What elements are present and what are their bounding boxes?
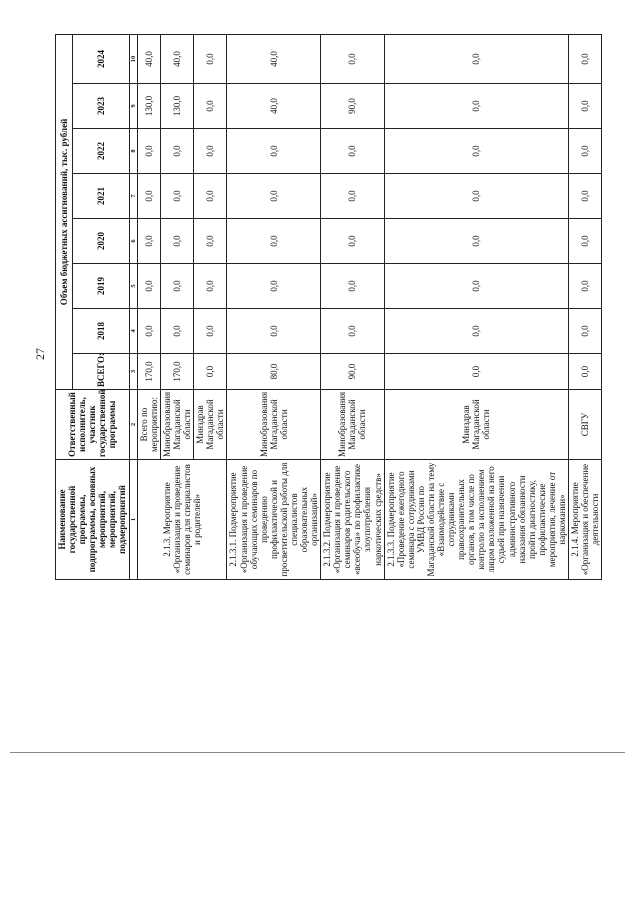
row-value: 0,0: [384, 309, 568, 354]
column-number: 8: [129, 129, 137, 174]
row-value: 0,0: [227, 264, 321, 309]
row-value: 0,0: [569, 129, 602, 174]
header-year: 2019: [73, 264, 130, 309]
row-total: 170,0: [137, 354, 160, 390]
table-row: [227, 34, 321, 579]
row-value: 0,0: [321, 264, 384, 309]
table-row: [569, 34, 602, 579]
row-value: 0,0: [569, 84, 602, 129]
row-responsible: СВГУ: [569, 390, 602, 460]
header-row-1: [56, 34, 73, 579]
row-name: 2.1.4. Мероприятие «Организация и обеспечение деятельности: [569, 460, 602, 580]
page-divider-line: [10, 752, 625, 753]
row-value: 0,0: [160, 219, 193, 264]
row-value: 0,0: [384, 129, 568, 174]
row-name: 2.1.3.3. Подмероприятие «Проведение ежегодного семинара с сотрудниками УМВД России по Магаданской области на тему «Взаимодействие с сотрудниками правоохранительных органов, в том числе по контролю за исполнением лицом возложенной на него судьей при назначении административного наказания обязанности пройти диагностику, профилактические мероприятия, лечение от наркомании»: [384, 460, 568, 580]
header-year: 2021: [73, 174, 130, 219]
table-row: [321, 34, 384, 579]
row-value: 0,0: [227, 129, 321, 174]
budget-table: [55, 34, 602, 580]
row-value: 0,0: [137, 174, 160, 219]
header-year: 2020: [73, 219, 130, 264]
row-value: 0,0: [569, 174, 602, 219]
header-responsible: Ответственный исполнитель, участник государственной программы: [56, 390, 130, 460]
header-year: 2018: [73, 309, 130, 354]
header-budget: Объем бюджетных ассигнований, тыс. рублей: [56, 34, 73, 389]
row-value: 0,0: [569, 264, 602, 309]
row-value: 0,0: [321, 219, 384, 264]
row-total: 0,0: [569, 354, 602, 390]
header-year: 2024: [73, 34, 130, 83]
row-value: 90,0: [321, 84, 384, 129]
row-responsible: Минздрав Магаданской области: [194, 390, 227, 460]
row-value: 0,0: [227, 174, 321, 219]
row-value: 0,0: [227, 219, 321, 264]
row-value: 0,0: [321, 129, 384, 174]
row-value: 0,0: [137, 219, 160, 264]
row-name: 2.1.3. Мероприятие «Организация и проведение семинаров для специалистов и родителей»: [137, 460, 227, 580]
row-value: 0,0: [569, 34, 602, 83]
table-row: [137, 34, 160, 579]
row-responsible: Всего по мероприятию:: [137, 390, 160, 460]
row-value: 0,0: [384, 84, 568, 129]
row-value: 0,0: [194, 174, 227, 219]
column-number: 5: [129, 264, 137, 309]
page-number: 27: [33, 348, 47, 360]
row-value: 0,0: [137, 129, 160, 174]
column-number: 2: [129, 390, 137, 460]
rotated-table-container: [55, 35, 601, 580]
row-value: 0,0: [384, 264, 568, 309]
column-number: 4: [129, 309, 137, 354]
table-row: [384, 34, 568, 579]
row-total: 170,0: [160, 354, 193, 390]
row-total: 90,0: [321, 354, 384, 390]
row-responsible: Минобразования Магаданской области: [227, 390, 321, 460]
row-value: 0,0: [160, 264, 193, 309]
header-year: 2023: [73, 84, 130, 129]
column-number-row: [129, 34, 137, 579]
row-value: 0,0: [194, 129, 227, 174]
row-value: 0,0: [194, 309, 227, 354]
row-name: 2.1.3.1. Подмероприятие «Организация и проведение обучающих семинаров по проведению профилактической и просветительской работы для специалистов образовательных организаций»: [227, 460, 321, 580]
row-value: 0,0: [569, 309, 602, 354]
header-name: Наименование государственной программы, подпрограммы, основных мероприятий, мероприятий, подмероприятий: [56, 460, 130, 580]
row-value: 40,0: [227, 84, 321, 129]
row-value: 0,0: [384, 219, 568, 264]
row-value: 0,0: [321, 174, 384, 219]
row-responsible: Минобразования Магаданской области: [160, 390, 193, 460]
column-number: 9: [129, 84, 137, 129]
row-responsible: Минобразования Магаданской области: [321, 390, 384, 460]
row-name: 2.1.3.2. Подмероприятие «Организация и проведение семинаров родительского «всеобуча» по профилактике злоупотребления наркотических средств»: [321, 460, 384, 580]
row-value: 0,0: [160, 129, 193, 174]
row-value: 130,0: [137, 84, 160, 129]
row-value: 130,0: [160, 84, 193, 129]
row-total: 0,0: [384, 354, 568, 390]
row-value: 0,0: [227, 309, 321, 354]
row-value: 40,0: [227, 34, 321, 83]
column-number: 3: [129, 354, 137, 390]
row-value: 0,0: [569, 219, 602, 264]
row-value: 0,0: [137, 309, 160, 354]
row-value: 0,0: [137, 264, 160, 309]
row-value: 40,0: [160, 34, 193, 83]
column-number: 10: [129, 34, 137, 83]
column-number: 6: [129, 219, 137, 264]
row-value: 0,0: [194, 264, 227, 309]
row-value: 0,0: [194, 84, 227, 129]
row-value: 0,0: [160, 174, 193, 219]
row-value: 0,0: [321, 34, 384, 83]
row-value: 0,0: [194, 219, 227, 264]
row-total: 0,0: [194, 354, 227, 390]
column-number: 7: [129, 174, 137, 219]
row-value: 0,0: [321, 309, 384, 354]
row-value: 0,0: [384, 34, 568, 83]
row-value: 0,0: [384, 174, 568, 219]
header-year: 2022: [73, 129, 130, 174]
row-responsible: Минздрав Магаданской области: [384, 390, 568, 460]
column-number: 1: [129, 460, 137, 580]
header-total: ВСЕГО:: [73, 354, 130, 390]
row-value: 0,0: [160, 309, 193, 354]
row-value: 40,0: [137, 34, 160, 83]
row-value: 0,0: [194, 34, 227, 83]
row-total: 80,0: [227, 354, 321, 390]
